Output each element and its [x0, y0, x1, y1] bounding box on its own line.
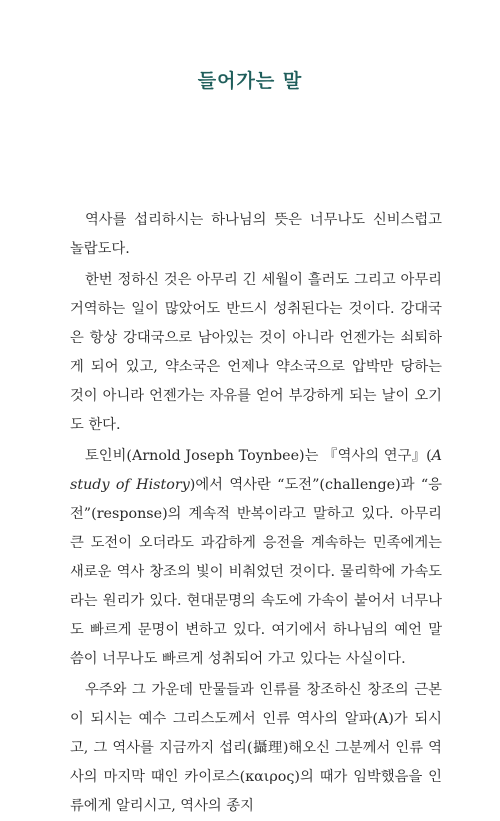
- paragraph-2: 한번 정하신 것은 아무리 긴 세월이 흘러도 그리고 아무리 거역하는 일이 많았어도 반드시 성취된다는 것이다. 강대국은 항상 강대국으로 남아있는 것이 아니라 언젠가는 쇠퇴하게 되어 있고, 약소국은 언제나 약소국으로 압박만 당하는 것이 아니라 언젠가는 자유를 얻어 부강하게 되는 날이 오기도 한다.: [70, 272, 442, 433]
- chapter-title: 들어가는 말: [197, 70, 303, 92]
- paragraph-3: [70, 442, 442, 674]
- paragraph-1: 역사를 섭리하시는 하나님의 뜻은 너무나도 신비스럽고 놀랍도다.: [70, 212, 442, 257]
- book-title-english: A study of History: [70, 448, 442, 493]
- paragraph-3-after: )에서 역사란 “도전”(challenge)과 “응전”(response)의 계속적 반복이라고 말하고 있다. 아무리 큰 도전이 오더라도 과감하게 응전을 계속하는 민족에게는 새로운 역사 창조의 빛이 비춰었던 것이다. 물리학에 가속도라는 원리가 있다. 현대문명의 속도에 가속이 붙어서 너무나도 빠르게 문명이 변하고 있다. 여기에서 하나님의 예언 말씀이 너무나도 빠르게 성취되어 가고 있다는 사실이다.: [70, 477, 442, 667]
- paragraph-4: 우주와 그 가운데 만물들과 인류를 창조하신 창조의 근본이 되시는 예수 그리스도께서 인류 역사의 알파(A)가 되시고, 그 역사를 지금까지 섭리(攝理)해오신 그분께서 인류 역사의 마지막 때인 카이로스(καιρος)의 때가 임박했음을 인류에게 알리시고, 역사의 종지: [70, 682, 442, 814]
- body-text: [70, 206, 442, 821]
- paragraph-3-before: 토인비(Arnold Joseph Toynbee)는 『역사의 연구』(: [85, 448, 432, 464]
